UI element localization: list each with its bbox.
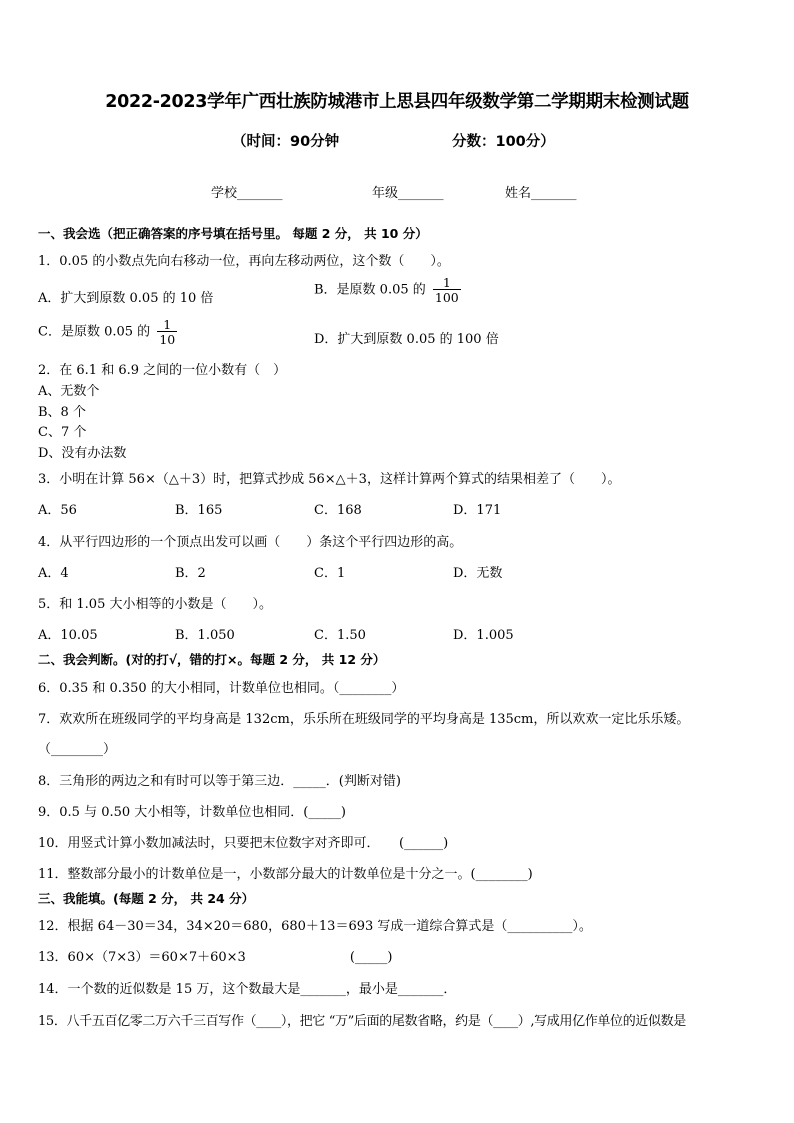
q4-option-a: A．4 [38, 566, 69, 581]
q1-option-c-text: C．是原数 0.05 的 [38, 324, 151, 340]
q1-option-c-fraction [157, 318, 177, 346]
q1-stem: 1．0.05 的小数点先向右移动一位，再向左移动两位，这个数（ ）。 [38, 254, 450, 269]
q7-text: 7．欢欢所在班级同学的平均身高是 132cm，乐乐所在班级同学的平均身高是 135cm，所以欢欢一定比乐乐矮。 [38, 712, 690, 727]
q4-option-c: C．1 [314, 566, 346, 581]
fraction-numerator: 1 [442, 275, 451, 290]
q2-option-c: C、7 个 [38, 425, 87, 440]
q4-option-d: D．无数 [453, 566, 503, 581]
q12-text: 12．根据 64－30＝34，34×20＝680，680＋13＝693 写成一道综合算式是（__________）。 [38, 919, 592, 934]
fraction-denominator: 10 [159, 332, 176, 348]
q3-option-b: B．165 [175, 503, 223, 518]
q1-option-d: D．扩大到原数 0.05 的 100 倍 [314, 332, 499, 347]
q2-option-b: B、8 个 [38, 405, 86, 420]
section-1-heading: 一、我会选（把正确答案的序号填在括号里。 每题 2 分， 共 10 分） [38, 226, 428, 241]
q9-text: 9．0.5 与 0.50 大小相等，计数单位也相同．(_____) [38, 805, 346, 820]
q10-text: 10．用竖式计算小数加减法时，只要把末位数字对齐即可． (______) [38, 836, 449, 851]
page-title: 2022-2023学年广西壮族防城港市上思县四年级数学第二学期期末检测试题 [105, 92, 689, 112]
grade-field: 年级_______ [372, 186, 444, 201]
q8-text: 8．三角形的两边之和有时可以等于第三边．_____．(判断对错) [38, 774, 401, 789]
section-3-heading: 三、我能填。(每题 2 分， 共 24 分） [38, 891, 255, 906]
school-field: 学校_______ [211, 186, 283, 201]
q6-text: 6．0.35 和 0.350 的大小相同，计数单位也相同。（________） [38, 681, 405, 696]
q3-stem: 3．小明在计算 56×（△＋3）时，把算式抄成 56×△＋3，这样计算两个算式的结果相差了（ ）。 [38, 472, 621, 487]
q2-option-a: A、无数个 [38, 384, 100, 399]
q1-option-c [38, 318, 177, 346]
q15-text: 15．八千五百亿零二万六千三百写作（____），把它 “万”后面的尾数省略，约是（____）,写成用亿作单位的近似数是 [38, 1014, 686, 1029]
q5-option-b: B．1.050 [175, 628, 235, 643]
q1-option-b [314, 276, 461, 304]
q2-option-d: D、没有办法数 [38, 446, 127, 461]
q5-option-d: D．1.005 [453, 628, 514, 643]
q3-option-c: C．168 [314, 503, 362, 518]
q4-option-b: B．2 [175, 566, 206, 581]
fraction-numerator: 1 [163, 317, 172, 332]
q4-stem: 4．从平行四边形的一个顶点出发可以画（ ）条这个平行四边形的高。 [38, 535, 463, 550]
q5-option-a: A．10.05 [38, 628, 98, 643]
exam-time: （时间：90分钟 [232, 134, 340, 150]
q1-option-a: A．扩大到原数 0.05 的 10 倍 [38, 291, 214, 306]
fraction-denominator: 100 [434, 290, 459, 306]
exam-score: 分数：100分） [452, 134, 555, 150]
q2-stem: 2．在 6.1 和 6.9 之间的一位小数有（ ） [38, 363, 287, 378]
q3-option-a: A．56 [38, 503, 77, 518]
q11-text: 11．整数部分最小的计数单位是一，小数部分最大的计数单位是十分之一。(________) [38, 867, 533, 882]
name-field: 姓名_______ [505, 186, 577, 201]
q5-stem: 5．和 1.05 大小相等的小数是（ ）。 [38, 597, 272, 612]
q7-answer-blank: （________） [38, 742, 117, 757]
q5-option-c: C．1.50 [314, 628, 366, 643]
q13-text: 13．60×（7×3）＝60×7＋60×3 (_____) [38, 950, 393, 965]
section-2-heading: 二、我会判断。(对的打√，错的打×。每题 2 分， 共 12 分） [38, 652, 386, 667]
q3-option-d: D．171 [453, 503, 502, 518]
q1-option-b-fraction [433, 276, 461, 304]
q1-option-b-text: B．是原数 0.05 的 [314, 282, 426, 298]
q14-text: 14．一个数的近似数是 15 万，这个数最大是_______，最小是_______． [38, 982, 457, 997]
